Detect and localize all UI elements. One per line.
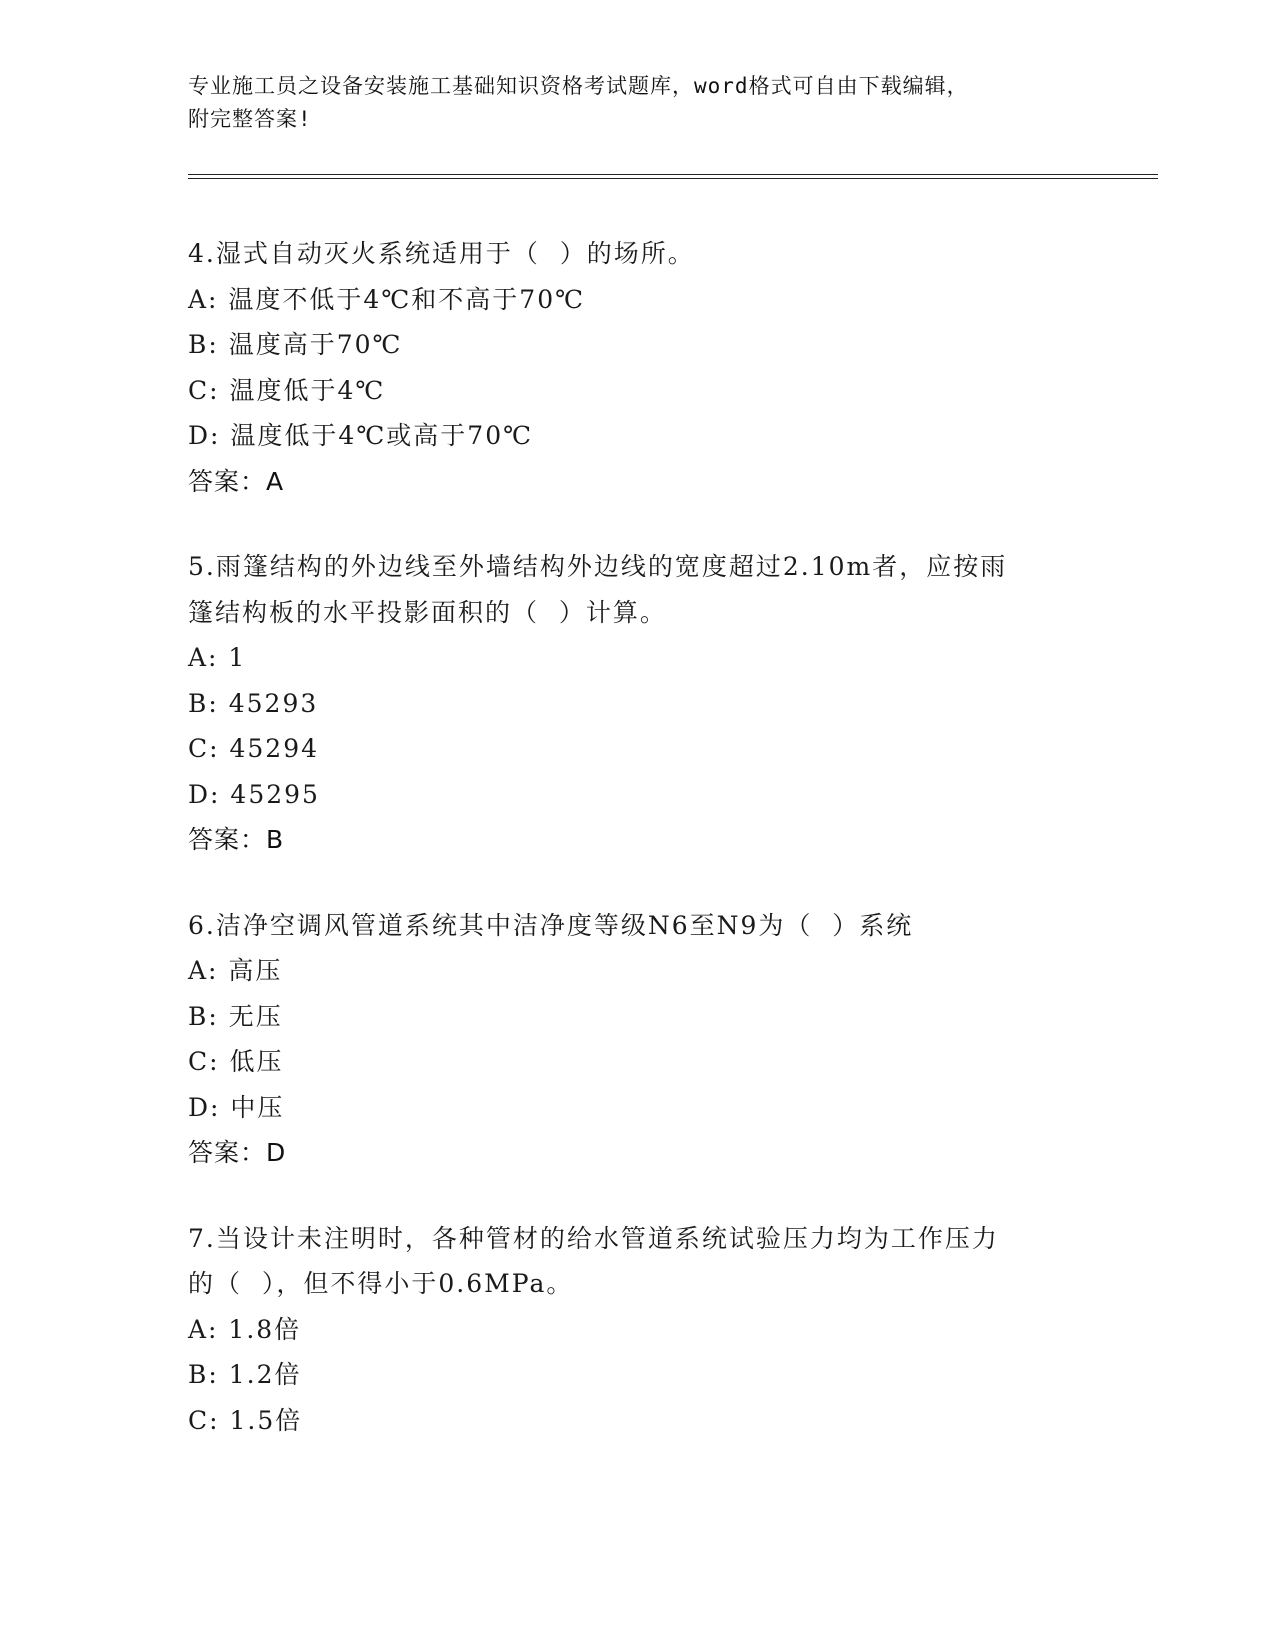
answer-label: 答案：D: [188, 1138, 287, 1167]
header-line-1: 专业施工员之设备安装施工基础知识资格考试题库，word格式可自由下载编辑，: [188, 74, 969, 98]
option-b: B: 无压: [188, 1001, 283, 1031]
option-c: C: 45294: [188, 734, 320, 763]
answer-label: 答案：B: [188, 825, 285, 854]
option-d: D: 45295: [188, 779, 320, 809]
document-page: [188, 70, 1158, 1483]
option-b: B: 温度高于70℃: [188, 330, 403, 359]
header-divider: [188, 174, 1158, 179]
option-c: C: 温度低于4℃: [188, 375, 386, 405]
question-text: 4.湿式自动灭火系统适用于（ ）的场所。: [188, 239, 695, 268]
option-a: A: 高压: [188, 956, 283, 985]
option-a: A: 1.8倍: [188, 1314, 302, 1344]
option-c: C: 1.5倍: [188, 1405, 303, 1435]
question-text-continued: 篷结构板的水平投影面积的（ ）计算。: [188, 597, 667, 627]
option-d: D: 中压: [188, 1092, 285, 1122]
question-text: 5.雨篷结构的外边线至外墙结构外边线的宽度超过2.10m者，应按雨: [188, 552, 1008, 581]
question-text: 7.当设计未注明时，各种管材的给水管道系统试验压力均为工作压力: [188, 1223, 999, 1253]
question-5: [188, 544, 1158, 863]
question-6: [188, 903, 1158, 1176]
question-7: [188, 1216, 1158, 1444]
header-line-2: 附完整答案!: [188, 107, 312, 131]
question-list: [188, 231, 1158, 1443]
option-a: A: 1: [188, 643, 247, 672]
option-b: B: 45293: [188, 688, 319, 718]
document-header: [188, 70, 1158, 136]
option-a: A: 温度不低于4℃和不高于70℃: [188, 284, 586, 314]
option-d: D: 温度低于4℃或高于70℃: [188, 421, 534, 450]
option-c: C: 低压: [188, 1047, 284, 1076]
question-text-continued: 的（ ），但不得小于0.6MPa。: [188, 1269, 574, 1298]
question-4: [188, 231, 1158, 504]
answer-label: 答案：A: [188, 466, 285, 496]
option-b: B: 1.2倍: [188, 1360, 302, 1389]
question-text: 6.洁净空调风管道系统其中洁净度等级N6至N9为（ ）系统: [188, 910, 914, 940]
